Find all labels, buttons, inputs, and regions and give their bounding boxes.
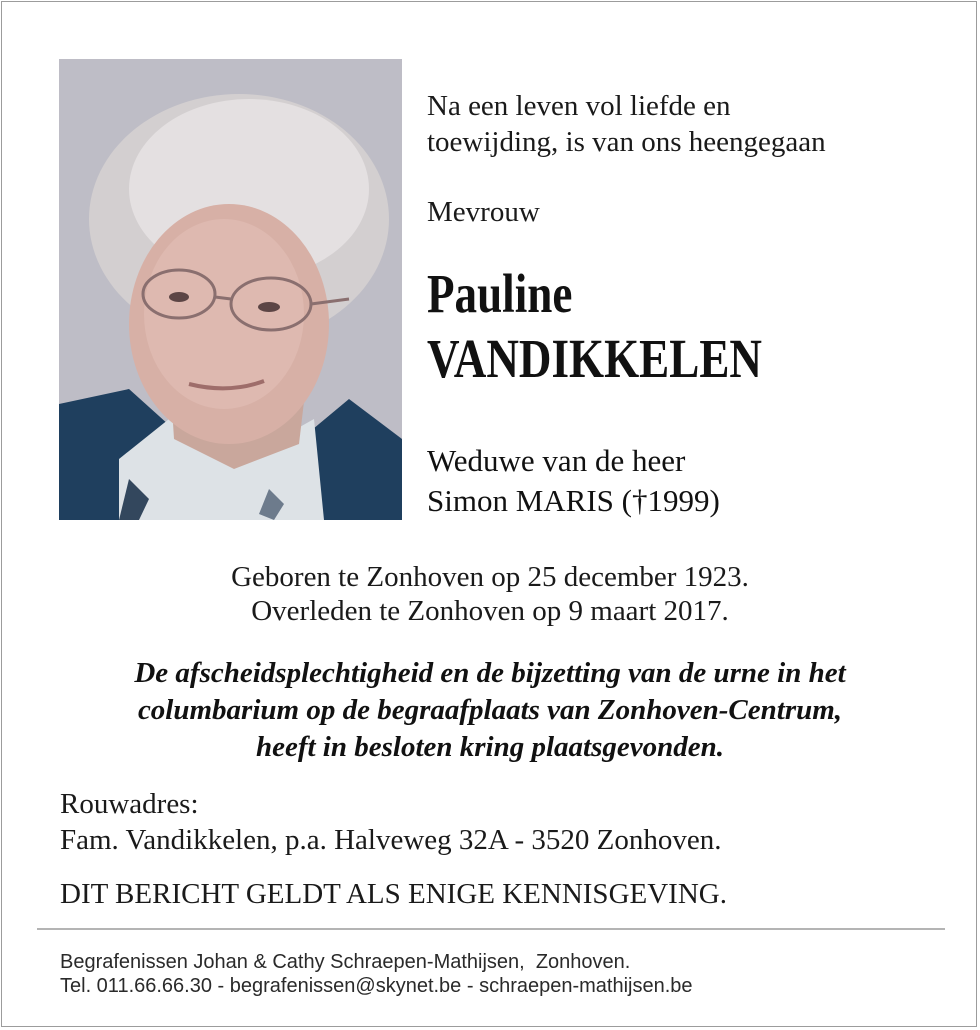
ceremony-text [0,655,980,766]
widow-line-2: Simon MARIS (†1999) [427,483,720,518]
intro-line-2: toewijding, is van ons heengegaan [427,126,826,158]
official-notice: DIT BERICHT GELDT ALS ENIGE KENNISGEVING. [60,878,727,910]
ceremony-line-1: De afscheidsplechtigheid en de bijzetting van de urne in het [134,657,846,689]
footer-line-1: Begrafenissen Johan & Cathy Schraepen-Mathijsen, Zonhoven. [60,951,631,973]
birth-line: Geboren te Zonhoven op 25 december 1923. [231,561,749,593]
address-value: Fam. Vandikkelen, p.a. Halveweg 32A - 3520 Zonhoven. [60,824,722,856]
divider [37,928,945,930]
life-dates [0,560,980,628]
mourning-address [60,786,722,858]
intro-line-1: Na een leven vol liefde en [427,90,731,122]
first-name: Pauline [427,263,573,324]
last-name: VANDIKKELEN [427,328,762,389]
ceremony-line-3: heeft in besloten kring plaatsgevonden. [255,731,725,763]
intro-text [427,88,826,160]
widow-info [427,441,720,521]
honorific: Mevrouw [427,196,540,228]
footer-line-2: Tel. 011.66.66.30 - begrafenissen@skynet.be - schraepen-mathijsen.be [60,975,693,997]
death-line: Overleden te Zonhoven op 9 maart 2017. [251,595,729,627]
widow-line-1: Weduwe van de heer [427,443,686,478]
portrait-photo [59,59,402,520]
address-label: Rouwadres: [60,788,199,820]
funeral-home-footer [60,950,693,998]
ceremony-line-2: columbarium op de begraafplaats van Zonhoven-Centrum, [137,694,843,726]
